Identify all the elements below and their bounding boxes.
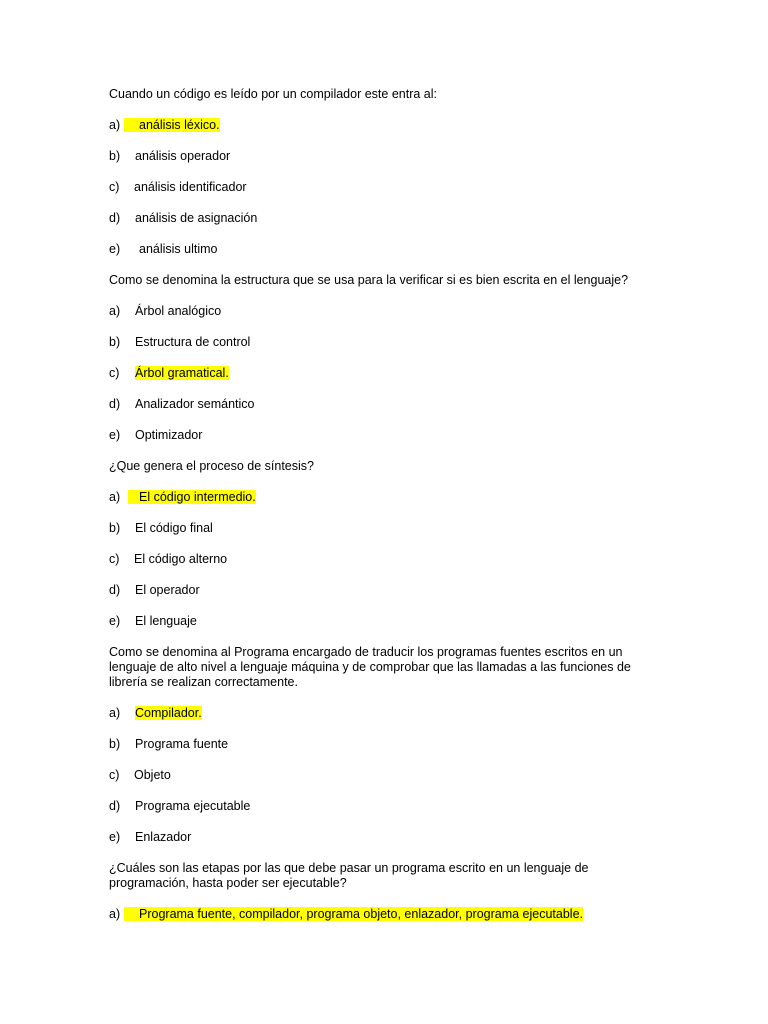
question-2: Como se denomina la estructura que se usa para la verificar si es bien escrita en el lenguaje?: [109, 273, 629, 287]
highlighted-answer: El código intermedio.: [128, 490, 256, 504]
option-text: análisis operador: [135, 149, 231, 163]
option-letter: a): [109, 118, 121, 132]
question-5: [109, 861, 669, 891]
option-2b: [109, 335, 669, 350]
option-3a: [109, 490, 669, 505]
option-text: análisis identificador: [134, 180, 247, 194]
question-line: librería se realizan correctamente.: [109, 675, 298, 689]
option-letter: e): [109, 614, 121, 628]
option-5a: [109, 907, 669, 922]
option-4c: [109, 768, 669, 783]
question-line: Como se denomina al Programa encargado de traducir los programas fuentes escritos en un: [109, 645, 623, 659]
question-1: Cuando un código es leído por un compilador este entra al:: [109, 87, 437, 101]
option-text: Programa ejecutable: [135, 799, 251, 813]
option-letter: e): [109, 428, 121, 442]
option-letter: b): [109, 149, 121, 163]
option-3b: [109, 521, 669, 536]
option-3e: [109, 614, 669, 629]
option-text: Árbol analógico: [135, 304, 222, 318]
option-letter: c): [109, 366, 120, 380]
document-page: [109, 87, 669, 922]
option-4d: [109, 799, 669, 814]
option-text: Estructura de control: [135, 335, 251, 349]
question-line: programación, hasta poder ser ejecutable?: [109, 876, 347, 890]
option-text: Analizador semántico: [135, 397, 255, 411]
option-text: análisis ultimo: [139, 242, 218, 256]
option-letter: d): [109, 583, 121, 597]
option-text: Enlazador: [135, 830, 192, 844]
option-text: El lenguaje: [135, 614, 197, 628]
question-3: ¿Que genera el proceso de síntesis?: [109, 459, 314, 473]
question-line: lenguaje de alto nivel a lenguaje máquina y de comprobar que las llamadas a las funciones de: [109, 660, 631, 674]
option-1a: [109, 118, 669, 133]
option-text: Optimizador: [135, 428, 203, 442]
option-2a: [109, 304, 669, 319]
option-text: El código final: [135, 521, 213, 535]
option-letter: c): [109, 768, 120, 782]
highlighted-answer: Programa fuente, compilador, programa objeto, enlazador, programa ejecutable.: [124, 907, 583, 921]
option-4a: [109, 706, 669, 721]
option-2e: [109, 428, 669, 443]
option-text: análisis de asignación: [135, 211, 258, 225]
option-letter: e): [109, 830, 121, 844]
option-3c: [109, 552, 669, 567]
option-letter: c): [109, 552, 120, 566]
option-letter: a): [109, 490, 121, 504]
option-letter: d): [109, 397, 121, 411]
option-1b: [109, 149, 669, 164]
option-letter: b): [109, 737, 121, 751]
option-letter: a): [109, 907, 121, 921]
option-2d: [109, 397, 669, 412]
option-4e: [109, 830, 669, 845]
option-3d: [109, 583, 669, 598]
option-letter: b): [109, 521, 121, 535]
option-text: El código alterno: [134, 552, 228, 566]
option-1d: [109, 211, 669, 226]
option-letter: c): [109, 180, 120, 194]
highlighted-answer: análisis léxico.: [124, 118, 220, 132]
option-letter: a): [109, 304, 121, 318]
option-letter: a): [109, 706, 121, 720]
option-text: Objeto: [134, 768, 171, 782]
highlighted-answer: Compilador.: [135, 706, 202, 720]
option-2c: [109, 366, 669, 381]
highlighted-answer: Árbol gramatical.: [135, 366, 229, 380]
option-letter: e): [109, 242, 121, 256]
option-1e: [109, 242, 669, 257]
question-4: [109, 645, 669, 690]
option-letter: d): [109, 799, 121, 813]
option-1c: [109, 180, 669, 195]
question-line: ¿Cuáles son las etapas por las que debe pasar un programa escrito en un lenguaje de: [109, 861, 589, 875]
option-text: Programa fuente: [135, 737, 229, 751]
option-4b: [109, 737, 669, 752]
option-letter: d): [109, 211, 121, 225]
option-text: El operador: [135, 583, 200, 597]
option-letter: b): [109, 335, 121, 349]
